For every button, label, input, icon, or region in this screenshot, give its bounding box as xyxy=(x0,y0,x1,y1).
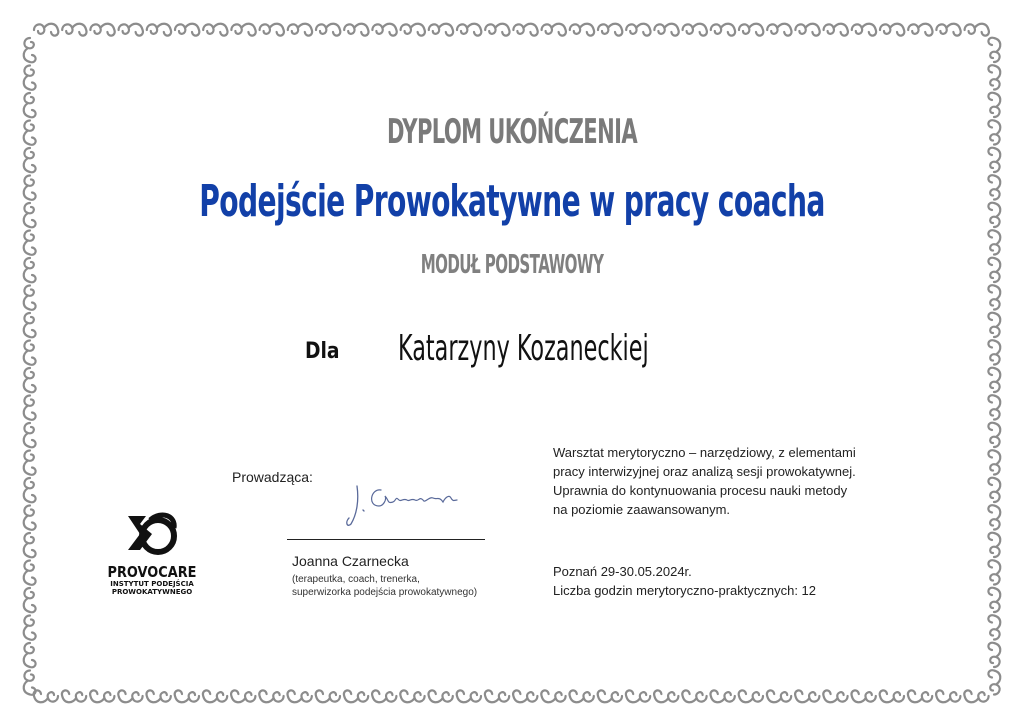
instructor-label: Prowadząca: xyxy=(232,469,313,485)
course-title: Podejście Prowokatywne w pracy coacha xyxy=(199,176,825,227)
description-line4: na poziomie zaawansowanym. xyxy=(553,502,731,517)
description-line2: pracy interwizyjnej oraz analizą sesji prowokatywnej. xyxy=(553,464,856,479)
instructor-role-line1: (terapeutka, coach, trenerka, xyxy=(292,574,420,585)
handwritten-signature xyxy=(345,480,465,530)
instructor-name: Joanna Czarnecka xyxy=(292,553,409,569)
hours-count: Liczba godzin merytoryczno-praktycznych: 12 xyxy=(553,583,817,598)
recipient-name: Katarzyny Kozaneckiej xyxy=(398,328,649,369)
logo-subtitle-line1: INSTYTUT PODEJŚCIA xyxy=(110,580,194,588)
module-title: MODUŁ PODSTAWOWY xyxy=(420,250,604,280)
logo-name: PROVOCARE xyxy=(107,563,197,581)
description-line3: Uprawnia do kontynuowania procesu nauki metody xyxy=(553,483,848,498)
provocare-emblem-icon xyxy=(100,510,204,562)
place-date: Poznań 29-30.05.2024r. xyxy=(553,564,692,579)
course-details xyxy=(553,562,923,600)
course-description xyxy=(553,443,923,519)
instructor-role-line2: superwizorka podejścia prowokatywnego) xyxy=(292,587,478,598)
instructor-role xyxy=(292,573,522,599)
description-line1: Warsztat merytoryczno – narzędziowy, z elementami xyxy=(553,445,856,460)
signature-line xyxy=(287,539,485,540)
for-label: Dla xyxy=(305,339,340,364)
provocare-logo xyxy=(100,510,204,600)
logo-subtitle-line2: PROWOKATYWNEGO xyxy=(111,588,193,596)
diploma-title: DYPLOM UKOŃCZENIA xyxy=(386,112,638,152)
